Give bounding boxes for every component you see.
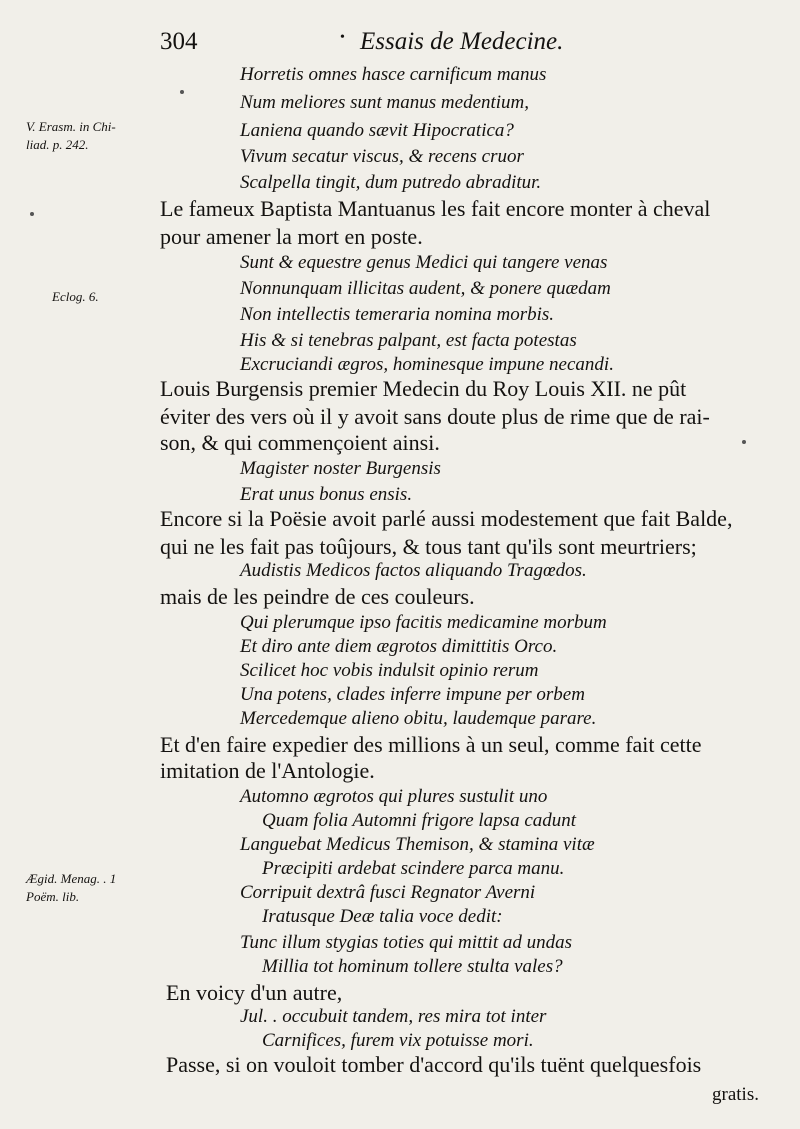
verse-line: Et diro ante diem ægrotos dimittitis Orco.	[240, 636, 558, 657]
prose-line: son, & qui commençoient ainsi.	[160, 430, 440, 455]
verse-line: Præcipiti ardebat scindere parca manu.	[262, 858, 565, 879]
ink-speck	[30, 212, 34, 216]
prose-line: Et d'en faire expedier des millions à un seul, comme fait cette	[160, 732, 702, 757]
running-title: Essais de Medecine.	[360, 28, 564, 55]
verse-line: Languebat Medicus Themison, & stamina vitæ	[240, 834, 595, 855]
verse-line: His & si tenebras palpant, est facta potestas	[240, 330, 577, 351]
verse-line: Carnifices, furem vix potuisse mori.	[262, 1030, 534, 1051]
verse-line: Excruciandi ægros, hominesque impune necandi.	[240, 354, 614, 375]
ink-speck	[180, 90, 184, 94]
verse-line: Scalpella tingit, dum putredo abraditur.	[240, 172, 542, 193]
verse-line: Laniena quando sævit Hipocratica?	[240, 120, 514, 141]
verse-line: Vivum secatur viscus, & recens cruor	[240, 146, 524, 167]
prose-line: qui ne les fait pas toûjours, & tous tant qu'ils sont meurtriers;	[160, 534, 697, 559]
verse-line: Quam folia Automni frigore lapsa cadunt	[262, 810, 577, 831]
verse-line: Magister noster Burgensis	[240, 458, 441, 479]
verse-line: Corripuit dextrâ fusci Regnator Averni	[240, 882, 536, 903]
verse-line: Tunc illum stygias toties qui mittit ad undas	[240, 932, 572, 953]
header-ornament: •	[340, 30, 345, 45]
verse-line: Automno ægrotos qui plures sustulit uno	[240, 786, 548, 807]
verse-line: Una potens, clades inferre impune per orbem	[240, 684, 585, 705]
verse-line: Non intellectis temeraria nomina morbis.	[240, 304, 555, 325]
prose-line: En voicy d'un autre,	[166, 980, 343, 1005]
verse-line: Nonnunquam illicitas audent, & ponere quædam	[240, 278, 611, 299]
prose-line: Encore si la Poësie avoit parlé aussi modestement que fait Balde,	[160, 506, 733, 531]
verse-line: Iratusque Deæ talia voce dedit:	[262, 906, 503, 927]
catchword: gratis.	[712, 1084, 759, 1105]
margin-note: Eclog. 6.	[52, 289, 99, 304]
margin-note: V. Erasm. in Chi- liad. p. 242.	[26, 119, 116, 152]
prose-line: Passe, si on vouloit tomber d'accord qu'ils tuënt quelquesfois	[166, 1052, 702, 1077]
margin-note: Ægid. Menag. . 1 Poëm. lib.	[26, 871, 117, 904]
verse-line: Num meliores sunt manus medentium,	[240, 92, 530, 113]
ink-speck	[742, 440, 746, 444]
verse-line: Scilicet hoc vobis indulsit opinio rerum	[240, 660, 539, 681]
verse-line: Horretis omnes hasce carnificum manus	[240, 64, 547, 85]
verse-line: Sunt & equestre genus Medici qui tangere venas	[240, 252, 608, 273]
prose-line: Le fameux Baptista Mantuanus les fait encore monter à cheval	[160, 196, 711, 221]
verse-line: Millia tot hominum tollere stulta vales?	[262, 956, 563, 977]
verse-line: Qui plerumque ipso facitis medicamine morbum	[240, 612, 607, 633]
prose-line: éviter des vers où il y avoit sans doute plus de rime que de rai-	[160, 404, 710, 429]
verse-line: Erat unus bonus ensis.	[240, 484, 413, 505]
verse-line: Audistis Medicos factos aliquando Tragœdos.	[240, 560, 587, 581]
page-number: 304	[160, 28, 198, 55]
verse-line: Jul. . occubuit tandem, res mira tot inter	[240, 1006, 547, 1027]
prose-line: Louis Burgensis premier Medecin du Roy Louis XII. ne pût	[160, 376, 687, 401]
prose-line: mais de les peindre de ces couleurs.	[160, 584, 475, 609]
prose-line: pour amener la mort en poste.	[160, 224, 423, 249]
verse-line: Mercedemque alieno obitu, laudemque parare.	[240, 708, 597, 729]
prose-line: imitation de l'Antologie.	[160, 758, 375, 783]
